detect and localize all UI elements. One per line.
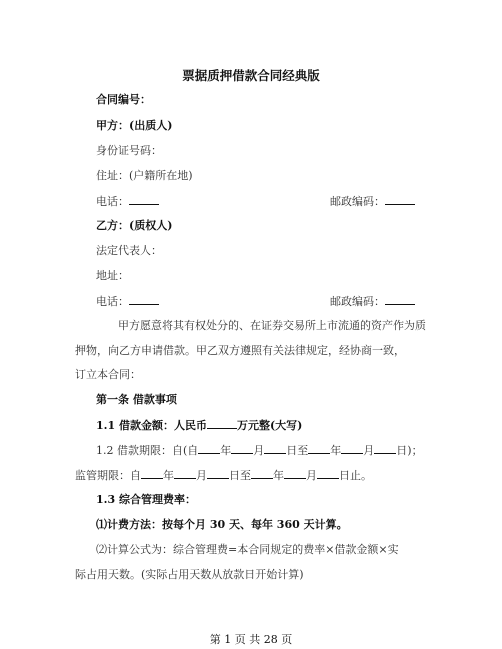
blank <box>308 443 330 454</box>
blank <box>264 443 286 454</box>
party-b-postcode-label: 邮政编码： <box>330 295 385 308</box>
blank <box>231 443 253 454</box>
party-b-postcode-blank <box>385 294 415 305</box>
unit-month: 月 <box>306 469 317 482</box>
blank <box>341 443 363 454</box>
unit-day-to: 日至 <box>286 444 309 457</box>
unit-day-end: 日)； <box>396 444 423 457</box>
article-1-heading: 第一条 借款事项 <box>96 393 177 406</box>
contract-number-label: 合同编号： <box>96 93 151 106</box>
party-a-id-label: 身份证号码： <box>96 144 162 157</box>
party-b-phone-blank <box>129 294 159 305</box>
blank <box>207 468 229 479</box>
fee-formula-line1: ⑵计算公式为：综合管理费=本合同规定的费率×借款金额×实 <box>96 543 399 556</box>
party-a-postcode-label: 邮政编码： <box>330 195 385 208</box>
party-a-contact-row <box>96 194 385 209</box>
blank <box>141 468 163 479</box>
loan-amount-suffix: 万元整(大写) <box>236 419 303 432</box>
party-b-address-label: 地址： <box>96 269 129 282</box>
blank <box>198 443 220 454</box>
unit-month: 月 <box>253 444 265 457</box>
fee-calculation-method: ⑴计费方法：按每个月 30 天、每年 360 天计算。 <box>96 518 348 531</box>
loan-amount-prefix: 1.1 借款金额：人民币 <box>96 419 207 432</box>
blank <box>374 443 396 454</box>
party-b-phone-label: 电话： <box>96 295 129 308</box>
loan-period-prefix: 1.2 借款期限：自(自 <box>96 444 199 457</box>
intro-paragraph-line2: 押物，向乙方申请借款。甲乙双方遵照有关法律规定，经协商一致， <box>75 344 405 357</box>
loan-period-line <box>96 443 423 458</box>
fee-rate-heading: 1.3 综合管理费率： <box>96 493 196 506</box>
blank <box>174 468 196 479</box>
fee-formula-line2: 际占用天数。(实际占用天数从放款日开始计算) <box>75 568 304 581</box>
document-title: 票据质押借款合同经典版 <box>182 68 320 83</box>
unit-year: 年 <box>330 444 342 457</box>
intro-paragraph-line3: 订立本合同： <box>75 368 141 381</box>
unit-year: 年 <box>273 469 284 482</box>
supervision-period-prefix: 监管期限：自 <box>75 469 141 482</box>
party-a-address-label: 住址：(户籍所在地) <box>96 169 193 182</box>
party-a-phone-label: 电话： <box>96 195 129 208</box>
unit-day-stop: 日止。 <box>339 469 372 482</box>
unit-month: 月 <box>196 469 207 482</box>
party-b-contact-row <box>96 294 385 309</box>
blank <box>317 468 339 479</box>
party-b-legal-rep-label: 法定代表人： <box>96 244 162 257</box>
party-a-phone-blank <box>129 194 159 205</box>
blank <box>251 468 273 479</box>
party-a-heading: 甲方：(出质人) <box>96 119 173 132</box>
unit-year: 年 <box>163 469 174 482</box>
unit-day-to: 日至 <box>229 469 251 482</box>
blank <box>284 468 306 479</box>
party-b-postcode <box>330 294 415 309</box>
party-a-postcode <box>330 194 415 209</box>
party-a-postcode-blank <box>385 194 415 205</box>
party-b-heading: 乙方：(质权人) <box>96 219 173 232</box>
page-number-footer: 第 1 页 共 28 页 <box>209 633 293 646</box>
unit-month: 月 <box>363 444 375 457</box>
unit-year: 年 <box>220 444 232 457</box>
loan-amount-line <box>96 418 302 433</box>
intro-paragraph-line1: 甲方愿意将其有权处分的、在证券交易所上市流通的资产作为质 <box>118 319 426 332</box>
supervision-period-line <box>75 468 372 483</box>
loan-amount-blank <box>207 418 237 429</box>
